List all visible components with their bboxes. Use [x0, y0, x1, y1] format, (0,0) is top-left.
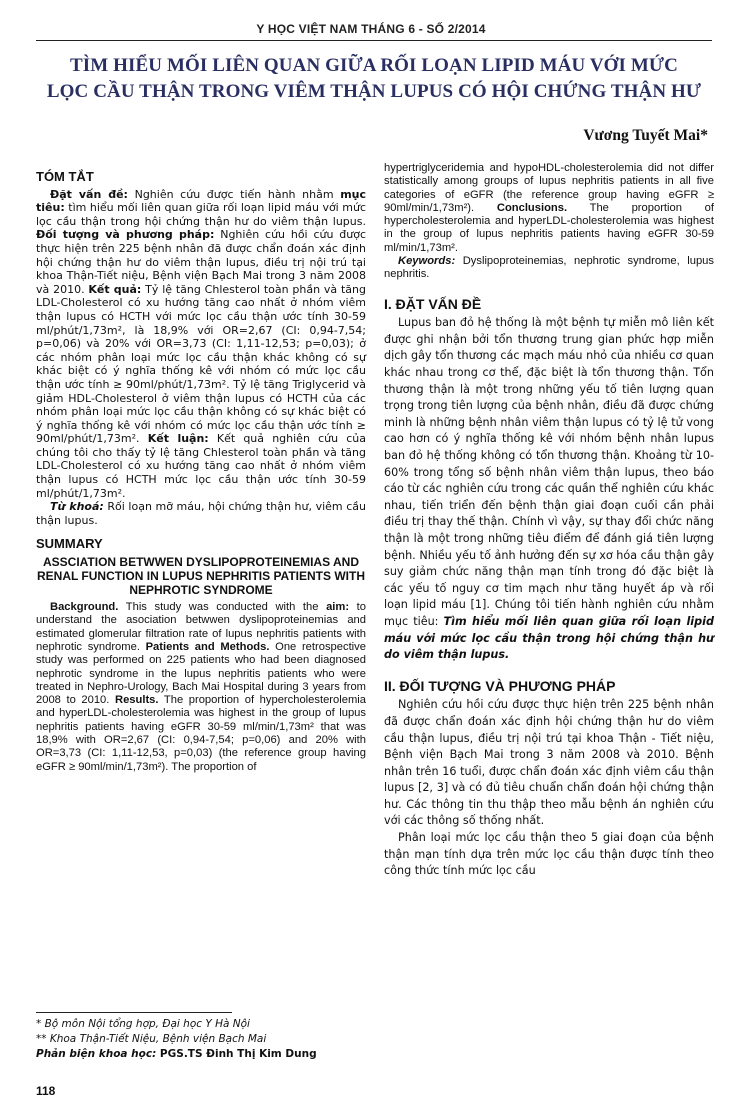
article-title: [36, 53, 712, 105]
journal-header: Y HỌC VIỆT NAM THÁNG 6 - SỐ 2/2014: [256, 22, 486, 36]
header-rule: [36, 40, 712, 41]
background-text: This study was conducted with the: [118, 601, 327, 614]
page-number: 118: [36, 1084, 56, 1098]
section-1-paragraph: [384, 315, 714, 663]
results-label: Results.: [114, 694, 159, 707]
title-line-2: LỌC CẦU THẬN TRONG VIÊM THẬN LUPUS CÓ HỘI CHỨNG THẬN HƯ: [46, 81, 702, 102]
title-line-1: TÌM HIỂU MỐI LIÊN QUAN GIỮA RỐI LOẠN LIPID MÁU VỚI MỨC: [70, 55, 678, 76]
methods-label: Patients and Methods.: [145, 640, 270, 653]
left-column: [36, 162, 366, 774]
dat-van-de-label: Đặt vấn đề:: [50, 187, 128, 201]
aim-label: aim:: [326, 601, 350, 614]
ket-qua-text: Tỷ lệ tăng Chlesterol toàn phần và tăng LDL-Cholesterol có xu hướng tăng cao nhất ở nhóm viêm thận lupus có HCTH với mức lọc cầu thận ước tính 30-59 ml/phút/1,73m², là 18,9% với OR=2,67 (CI: 0,94-7,54; p=0,06) và 20% với OR=3,73 (CI: 1,11-12,53; p=0,03); ở các nhóm phân loại mức lọc cầu thận khác không có sự khác biệt có ý nghĩa thống kê với nhóm có mức lọc cầu thận ước tính ≥ 90ml/phút/1,73m². Tỷ lệ tăng Triglycerid và giảm HDL-Cholesterol ở viêm thận lupus có HCTH của các nhóm phân loại mức lọc cầu thận không có sự khác biệt có ý nghĩa thống kê với nhóm có mức lọc cầu thận ước tính ≥ 90ml/phút/1,73m².: [36, 282, 366, 446]
tu-khoa-text: Rối loạn mỡ máu, hội chứng thận hư, viêm cầu thận lupus.: [36, 500, 366, 527]
tu-khoa-label: Từ khoá:: [50, 500, 104, 514]
section-2-heading: II. ĐỐI TƯỢNG VÀ PHƯƠNG PHÁP: [384, 677, 616, 694]
conclusions-text: The proportion of hypercholesterolemia and hyperLDL-cholesterolemia was highest in the group of lupus nephritis patients having eGFR 30-59 ml/min/1,73m².: [384, 201, 714, 254]
section-1-heading: I. ĐẶT VẤN ĐỀ: [384, 295, 482, 312]
ket-luan-text: Kết quả nghiên cứu của chúng tôi cho thấy tỷ lệ tăng Chlesterol toàn phần và tăng LDL-Cholesterol có xu hướng tăng cao nhất ở nhóm viêm thận lupus có HCTH mức lọc cầu thận ước tính 30-59 ml/phút/1,73m².: [36, 432, 366, 500]
section-2-paragraph-2: Phân loại mức lọc cầu thận theo 5 giai đoạn của bệnh thận mạn tính dựa trên mức lọc cầu thận được tính theo công thức tính mức lọc cầu: [384, 831, 714, 878]
muc-tieu-label: mục tiêu:: [36, 187, 367, 215]
summary-paragraph: [36, 601, 366, 774]
aim-text: to understand the asociation betwwen dyslipoproteinemias and estimated glomerular filtration rate of lupus nephritis patients with nephrotic syndrome.: [36, 601, 366, 653]
tu-khoa-paragraph: [36, 500, 366, 527]
summary-cont-text: hypertriglyceridemia and hypoHDL-cholesterolemia did not differ statistically among groups of lupus nephritis patients in all five categories of eGFR (the reference group having eGFR ≥ 90ml/min/1,73m²).: [384, 162, 714, 214]
summary-heading: SUMMARY: [36, 536, 103, 552]
keywords-label: Keywords:: [398, 255, 456, 268]
dat-van-de-text: Nghiên cứu được tiến hành nhằm: [127, 187, 341, 201]
tomtat-paragraph: [36, 188, 366, 501]
muc-tieu-text: tìm hiểu mối liên quan giữa rối loạn lipid máu với mức lọc cầu thận trong hội chứng thận hư do viêm thận lupus.: [36, 201, 366, 228]
footnote-2: ** Khoa Thận-Tiết Niệu, Bệnh viện Bạch Mai: [36, 1033, 267, 1045]
doi-tuong-text: Nghiên cứu hồi cứu được thực hiện trên 225 bệnh nhân đã được chẩn đoán xác định hội chứng thận hư do viêm thận lupus, điều trị nội trú tại khoa Thận-Tiết niệu, Bệnh viện Bạch Mai trong 3 năm 2008 và 2010.: [36, 228, 367, 296]
methods-text: One retrospective study was performed on 225 patients who had been diagnosed nephrotic syndrome in the lupus nephritis patients who were treated in Nephro-Urology, Bach Mai Hospital during 3 years from 2008 to 2010.: [36, 640, 366, 707]
doi-tuong-label: Đối tượng và phương pháp:: [36, 228, 215, 242]
background-label: Background.: [50, 601, 119, 614]
keywords-text: Dyslipoproteinemias, nephrotic syndrome, lupus nephritis.: [384, 255, 714, 281]
results-text: The proportion of hypercholesterolemia and hyperLDL-cholesterolemia was highest in the group of lupus nephritis patients having eGFR 30-59 ml/min/1,73m² that was 18,9% with OR=2,67 (CI: 0,94-7,54; p=0,06) and 20% with OR=3,73 (CI: 1,11-12,53, p=0,03) (the reference group having eGFR ≥ 90ml/min/1,73m²). The proportion of: [36, 694, 366, 773]
footnote-rule: [36, 1012, 232, 1013]
ket-luan-label: Kết luận:: [147, 432, 209, 446]
footnotes: [36, 1017, 366, 1062]
conclusions-label: Conclusions.: [496, 201, 568, 214]
tomtat-heading: TÓM TẮT: [36, 169, 94, 184]
reviewer-name: PGS.TS Đinh Thị Kim Dung: [156, 1048, 317, 1060]
summary-subtitle: ASSCIATION BETWWEN DYSLIPOPROTEINEMIAS AND RENAL FUNCTION IN LUPUS NEPHRITIS PATIENTS WITH NEPHROTIC SYNDROME: [36, 555, 365, 598]
section-1-text: Lupus ban đỏ hệ thống là một bệnh tự miễn mô liên kết được ghi nhận bởi tổn thương trung gian phức hợp miễn dịch gây tổn thương các mạch máu nhỏ của nhiều cơ quan khác nhau trong cơ thể, đặc biệt là tổn thương thận. Tổn thương thận là một trong những yếu tố tiên lượng quan trọng trong tiên lượng của bệnh nhân, điều đã được chứng minh là những bệnh nhân viêm thận lupus có tỷ lệ tử vong cao hơn có ý nghĩa thống kê với nhóm bệnh nhân lupus ban đỏ hệ thống không có tổn thương thận. Khoảng từ 10-60% trong tổng số bệnh nhân viêm thận lupus, theo báo cáo từ các nghiên cứu trong các quần thể nghiên cứu khác nhau, tiến triển đến bệnh thận giai đoạn cuối cần phải điều trị thay thế thận. Chính vì vậy, sự thay đổi chức năng thận là một trong những tiêu điểm để đánh giá tiên lượng bệnh. Nhiều yếu tố ảnh hưởng đến sự xơ hóa cầu thận gây suy giảm chức năng thận mạn tính trong đó đặc biệt là các yếu tố nguy cơ tim mạch như tăng huyết áp và rối loạn lipid máu [1]. Chúng tôi tiến hành nghiên cứu nhằm mục tiêu:: [384, 316, 714, 628]
footnote-1: * Bộ môn Nội tổng hợp, Đại học Y Hà Nội: [36, 1018, 250, 1030]
summary-continued: [384, 162, 714, 255]
reviewer-line: [36, 1047, 366, 1062]
keywords-paragraph: [384, 255, 714, 282]
right-column: [384, 162, 714, 880]
section-1-aim: Tìm hiểu mối liên quan giữa rối loạn lipid máu với mức lọc cầu thận trong hội chứng thận hư do viêm thận lupus.: [384, 614, 714, 662]
section-2-paragraph-1: Nghiên cứu hồi cứu được thực hiện trên 225 bệnh nhân đã được chẩn đoán xác định hội chứng thận hư do viêm cầu thận lupus, điều trị nội trú tại khoa Thận - Tiết niệu, Bệnh viện Bạch Mai trong 3 năm 2008 và 2010. Bệnh nhân trên 16 tuổi, được chẩn đoán xác định viêm cầu thận lupus [2, 3] và có đủ tiêu chuẩn chẩn đoán hội chứng thận hư. Các thông tin thu thập theo mẫu bệnh án nghiên cứu với các thông số thống nhất.: [384, 698, 714, 828]
reviewer-label: Phản biện khoa học:: [36, 1048, 157, 1060]
ket-qua-label: Kết quả:: [88, 282, 142, 296]
author-name: Vương Tuyết Mai*: [583, 127, 708, 144]
